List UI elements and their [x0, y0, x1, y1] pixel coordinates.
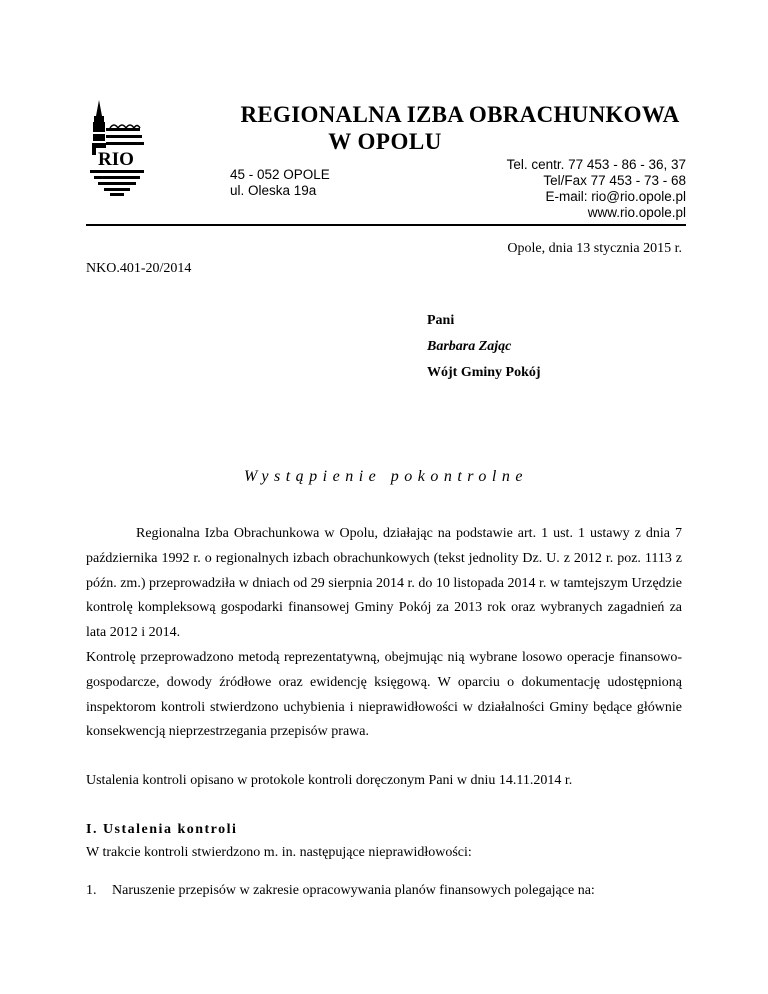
- contact-info: [507, 157, 686, 221]
- list-item-number: 1.: [86, 883, 97, 898]
- rio-emblem-icon: [86, 98, 160, 198]
- address-line: ul. Oleska 19a: [230, 183, 317, 198]
- section-heading: I. Ustalenia kontroli: [86, 822, 238, 837]
- email-line: E-mail: rio@rio.opole.pl: [545, 189, 686, 204]
- rio-logo: [86, 98, 160, 198]
- body-paragraph: Ustalenia kontroli opisano w protokole kontroli doręczonym Pani w dniu 14.11.2014 r.: [86, 773, 573, 788]
- recipient-position: Wójt Gminy Pokój: [427, 365, 541, 380]
- phone-line: Tel. centr. 77 453 - 86 - 36, 37: [506, 157, 686, 172]
- fax-line: Tel/Fax 77 453 - 73 - 68: [543, 173, 686, 188]
- logo-text: RIO: [98, 149, 134, 170]
- list-item: [86, 883, 595, 899]
- org-name-line2: W OPOLU: [328, 129, 442, 154]
- recipient-name: Barbara Zając: [427, 339, 512, 354]
- postal-address: [230, 167, 330, 199]
- website-line: www.rio.opole.pl: [587, 205, 686, 220]
- recipient-block: [427, 308, 541, 386]
- body-paragraph: Kontrolę przeprowadzono metodą reprezentatywną, obejmując nią wybrane losowo operacje finansowo-gospodarcze, dowody źródłowe oraz ewidencję księgową. W oparciu o dokumentację udostępnioną inspektorom kontroli stwierdzono uchybienia i nieprawidłowości w działalności Gminy będące głównie konsekwencją nieprzestrzegania przepisów prawa.: [86, 650, 682, 740]
- header-divider: [86, 224, 686, 226]
- reference-number: NKO.401-20/2014: [86, 261, 192, 276]
- document-title: Wystąpienie pokontrolne: [244, 468, 528, 485]
- date-line: Opole, dnia 13 stycznia 2015 r.: [507, 241, 682, 256]
- list-item-text: Naruszenie przepisów w zakresie opracowywania planów finansowych polegające na:: [112, 883, 595, 898]
- recipient-salutation: Pani: [427, 313, 455, 328]
- section-intro: W trakcie kontroli stwierdzono m. in. następujące nieprawidłowości:: [86, 845, 472, 860]
- org-name-line1: REGIONALNA IZBA OBRACHUNKOWA: [240, 102, 680, 127]
- body-paragraph: Regionalna Izba Obrachunkowa w Opolu, działając na podstawie art. 1 ust. 1 ustawy z dnia 7 października 1992 r. o regionalnych izbach obrachunkowych (tekst jednolity Dz. U. z 2012 r. poz. 1113 z późn. zm.) przeprowadziła w dniach od 29 sierpnia 2014 r. do 10 listopada 2014 r. w tamtejszym Urzędzie kontrolę kompleksową gospodarki finansowej Gminy Pokój za 2013 rok oraz wybranych zagadnień za lata 2012 i 2014.: [86, 526, 682, 641]
- address-line: 45 - 052 OPOLE: [230, 167, 330, 182]
